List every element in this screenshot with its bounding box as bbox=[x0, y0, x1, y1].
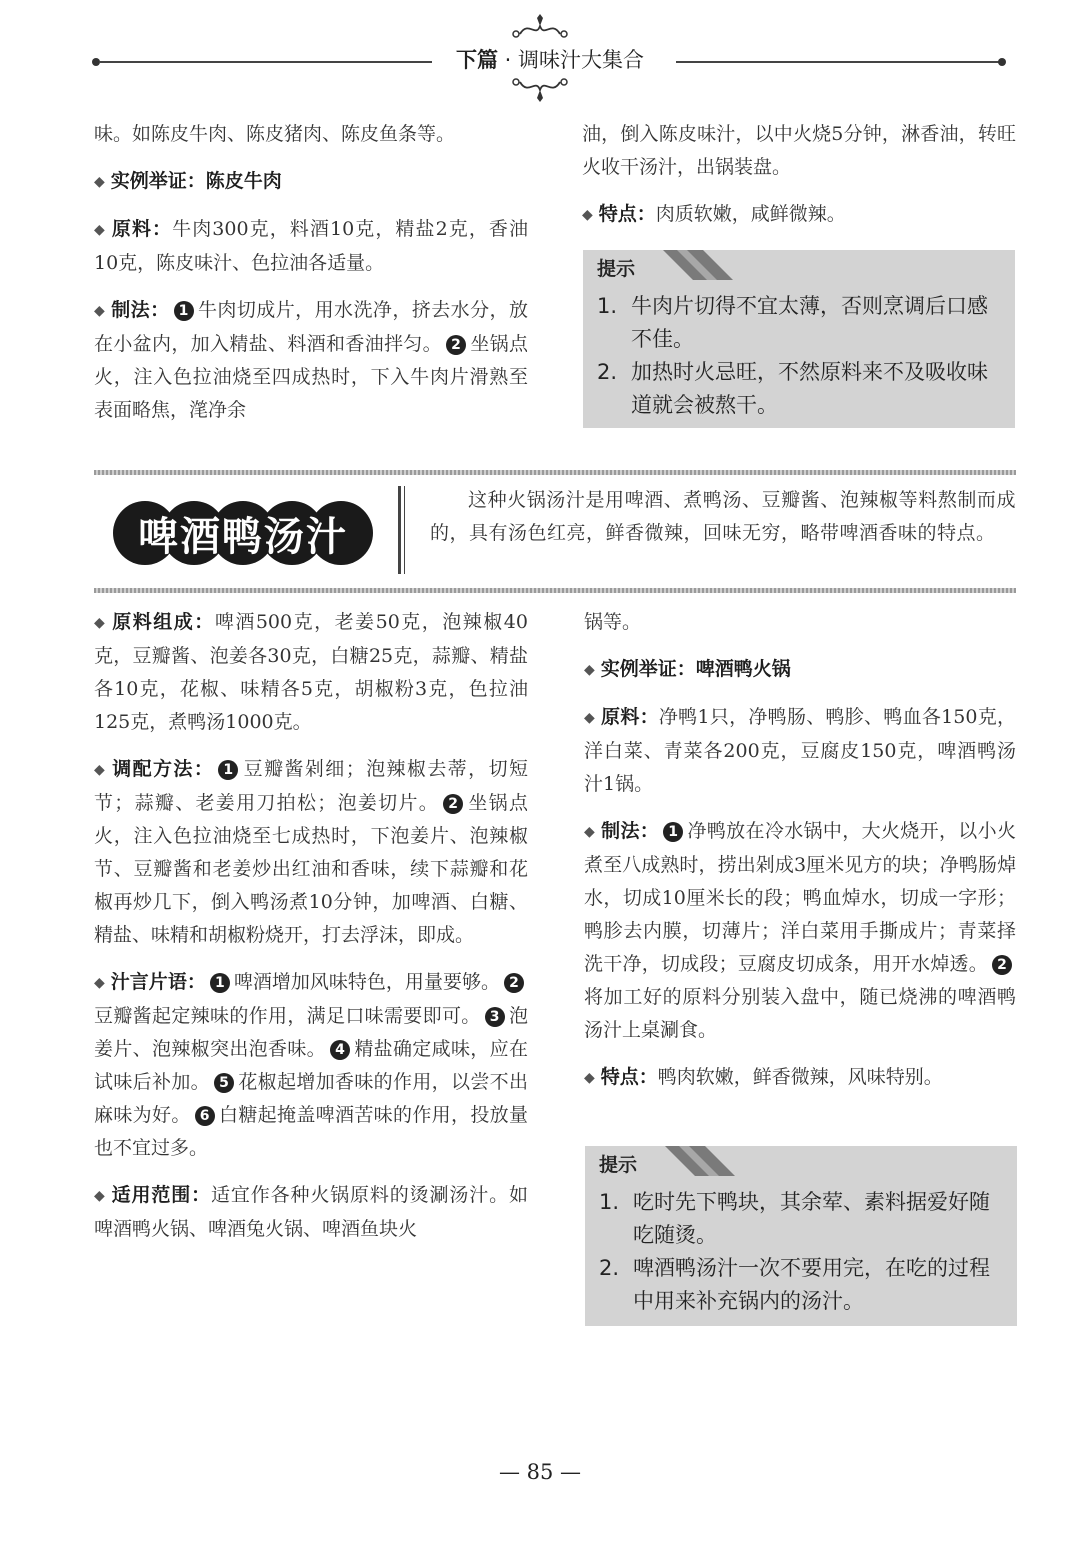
section-title: 啤酒鸭汤汁 bbox=[138, 513, 348, 560]
note-text: 花椒起增加香味的作用，以尝不出麻味为好。 bbox=[94, 1071, 528, 1126]
method-continued: 油，倒入陈皮味汁，以中火烧5分钟，淋香油，转旺火收干汤汁，出锅装盘。 bbox=[582, 123, 1016, 178]
note-number-icon: 2 bbox=[504, 973, 524, 993]
example-label: 实例举证： bbox=[110, 170, 206, 192]
step-number-icon: 1 bbox=[218, 760, 238, 780]
header-rule-dot-right bbox=[998, 58, 1006, 66]
note-text: 泡姜片、泡辣椒突出泡香味。 bbox=[94, 1005, 528, 1060]
ingredients-paragraph bbox=[584, 701, 1016, 801]
tip-list bbox=[597, 290, 1001, 422]
main-left-column bbox=[94, 606, 528, 1260]
tip-stripes-icon bbox=[665, 1146, 735, 1176]
tip-label: 提示 bbox=[599, 1154, 638, 1176]
feature-line bbox=[582, 198, 1016, 232]
notes-paragraph bbox=[94, 966, 528, 1165]
example-value: 啤酒鸭火锅 bbox=[695, 658, 791, 680]
diamond-bullet-icon: ◆ bbox=[94, 1188, 105, 1204]
diamond-bullet-icon: ◆ bbox=[582, 207, 593, 223]
diamond-bullet-icon: ◆ bbox=[94, 975, 105, 991]
step-number-icon: 1 bbox=[663, 822, 683, 842]
header-ornament-top bbox=[490, 12, 590, 42]
ingredients-label: 原料： bbox=[600, 706, 659, 728]
method-step-1: 牛肉切成片，用水洗净，挤去水分，放在小盆内，加入精盐、料酒和香油拌匀。 bbox=[94, 299, 528, 355]
note-number-icon: 6 bbox=[195, 1106, 215, 1126]
step-number-icon: 2 bbox=[992, 955, 1012, 975]
tip-item: 1. 吃时先下鸭块，其余荤、素料据爱好随吃随烫。 bbox=[599, 1190, 990, 1247]
prep-paragraph bbox=[94, 753, 528, 952]
intro-tail: 味。如陈皮牛肉、陈皮猪肉、陈皮鱼条等。 bbox=[94, 123, 456, 145]
method-step-2: 将加工好的原料分别装入盘中，随已烧沸的啤酒鸭汤汁上桌涮食。 bbox=[584, 986, 1016, 1041]
scope-text: 适宜作各种火锅原料的烫涮汤汁。如啤酒鸭火锅、啤酒兔火锅、啤酒鱼块火 bbox=[94, 1184, 528, 1240]
example-value: 陈皮牛肉 bbox=[205, 170, 282, 192]
note-number-icon: 4 bbox=[330, 1040, 350, 1060]
section-divider-vertical-thin bbox=[404, 486, 405, 574]
feature-text: 肉质软嫩，咸鲜微辣。 bbox=[655, 203, 846, 225]
header-rule-dot-left bbox=[92, 58, 100, 66]
header-part: 下篇 bbox=[455, 48, 498, 72]
diamond-bullet-icon: ◆ bbox=[584, 824, 595, 840]
diamond-bullet-icon: ◆ bbox=[94, 174, 105, 190]
feature-line bbox=[584, 1061, 1016, 1095]
feature-label: 特点： bbox=[600, 1066, 658, 1088]
diamond-bullet-icon: ◆ bbox=[584, 1070, 595, 1086]
example-line bbox=[94, 165, 528, 199]
main-right-column bbox=[584, 606, 1016, 1109]
tip-item: 2. 加热时火忌旺，不然原料来不及吸收味道就会被熬干。 bbox=[597, 360, 988, 417]
scope-paragraph bbox=[94, 1179, 528, 1246]
tip-item: 1. 牛肉片切得不宜太薄，否则烹调后口感不佳。 bbox=[597, 294, 988, 351]
example-label: 实例举证： bbox=[600, 658, 696, 680]
diamond-bullet-icon: ◆ bbox=[94, 762, 105, 778]
section-divider-top bbox=[94, 470, 1016, 475]
composition-text: 啤酒500克，老姜50克，泡辣椒40克，豆瓣酱、泡姜各30克，白糖25克，蒜瓣、精盐各10克，花椒、味精各5克，胡椒粉3克，色拉油125克，煮鸭汤1000克。 bbox=[94, 611, 528, 733]
tip-box-top bbox=[583, 250, 1015, 428]
top-left-column bbox=[94, 118, 528, 441]
composition-label: 原料组成： bbox=[110, 611, 215, 633]
diamond-bullet-icon: ◆ bbox=[94, 303, 105, 319]
tip-box-bottom bbox=[585, 1146, 1017, 1326]
note-text: 白糖起掩盖啤酒苦味的作用，投放量也不宜过多。 bbox=[94, 1104, 528, 1159]
note-text: 啤酒增加风味特色，用量要够。 bbox=[233, 971, 500, 993]
section-intro-text: 这种火锅汤汁是用啤酒、煮鸭汤、豆瓣酱、泡辣椒等料熬制而成的，具有汤色红亮，鲜香微辣，回味无穷，略带啤酒香味的特点。 bbox=[430, 489, 1016, 544]
note-number-icon: 3 bbox=[485, 1007, 505, 1027]
prep-label: 调配方法： bbox=[110, 758, 215, 780]
header-ornament-bottom bbox=[490, 74, 590, 104]
step-number-icon: 2 bbox=[446, 335, 466, 355]
diamond-bullet-icon: ◆ bbox=[94, 615, 105, 631]
ingredients-label: 原料： bbox=[110, 218, 173, 240]
diamond-bullet-icon: ◆ bbox=[584, 662, 595, 678]
feature-label: 特点： bbox=[598, 203, 656, 225]
section-divider-vertical bbox=[398, 486, 401, 574]
method-paragraph bbox=[584, 815, 1016, 1047]
diamond-bullet-icon: ◆ bbox=[584, 710, 595, 726]
method-label: 制法： bbox=[110, 299, 170, 321]
example-line bbox=[584, 653, 1016, 687]
notes-label: 汁言片语： bbox=[110, 971, 206, 993]
header-title-text: 调味汁大集合 bbox=[518, 48, 645, 72]
method-step-1: 净鸭放在冷水锅中，大火烧开，以小火煮至八成熟时，捞出剁成3厘米见方的块；净鸭肠焯水，切成10厘米长的段；鸭血焯水，切成一字形；鸭胗去内膜，切薄片；洋白菜用手撕成片；青菜择洗干净，切成段；豆腐皮切成条，用开水焯透。 bbox=[584, 820, 1016, 975]
tip-item: 2. 啤酒鸭汤汁一次不要用完，在吃的过程中用来补充锅内的汤汁。 bbox=[599, 1256, 990, 1313]
page-number: — 85 — bbox=[498, 1460, 582, 1484]
note-number-icon: 5 bbox=[214, 1073, 234, 1093]
step-number-icon: 1 bbox=[174, 301, 194, 321]
method-paragraph bbox=[94, 294, 528, 427]
ingredients-text: 牛肉300克，料酒10克，精盐2克，香油10克，陈皮味汁、色拉油各适量。 bbox=[94, 218, 528, 274]
scope-continued: 锅等。 bbox=[584, 611, 642, 633]
tip-list bbox=[599, 1186, 1003, 1318]
step-number-icon: 2 bbox=[443, 794, 463, 814]
section-divider-bottom bbox=[94, 588, 1016, 593]
running-header bbox=[440, 44, 660, 74]
header-rule-right bbox=[676, 61, 1000, 63]
ingredients-text: 净鸭1只，净鸭肠、鸭胗、鸭血各150克，洋白菜、青菜各200克，豆腐皮150克，啤酒鸭汤汁1锅。 bbox=[584, 706, 1016, 795]
tip-label: 提示 bbox=[597, 258, 636, 280]
prep-step-2: 坐锅点火，注入色拉油烧至七成热时，下泡姜片、泡辣椒节、豆瓣酱和老姜炒出红油和香味，续下蒜瓣和花椒再炒几下，倒入鸭汤煮10分钟，加啤酒、白糖、精盐、味精和胡椒粉烧开，打去浮沫，即成。 bbox=[94, 792, 528, 946]
header-rule-left bbox=[100, 61, 432, 63]
tip-stripes-icon bbox=[663, 250, 733, 280]
prep-step-1: 豆瓣酱剁细；泡辣椒去蒂，切短节；蒜瓣、老姜用刀拍松；泡姜切片。 bbox=[94, 758, 528, 814]
composition-paragraph bbox=[94, 606, 528, 739]
diamond-bullet-icon: ◆ bbox=[94, 222, 105, 238]
section-intro bbox=[430, 484, 1016, 550]
note-text: 豆瓣酱起定辣味的作用，满足口味需要即可。 bbox=[94, 1005, 481, 1027]
ingredients-line bbox=[94, 213, 528, 280]
feature-text: 鸭肉软嫩，鲜香微辣，风味特别。 bbox=[657, 1066, 943, 1088]
note-number-icon: 1 bbox=[210, 973, 230, 993]
method-step-2: 坐锅点火，注入色拉油烧至四成热时，下入牛肉片滑熟至表面略焦，滗净余 bbox=[94, 333, 528, 421]
header-separator: · bbox=[504, 48, 512, 72]
top-right-column bbox=[582, 118, 1016, 246]
note-text: 精盐确定咸味，应在试味后补加。 bbox=[94, 1038, 528, 1093]
scope-label: 适用范围： bbox=[110, 1184, 211, 1206]
method-label: 制法： bbox=[600, 820, 660, 842]
